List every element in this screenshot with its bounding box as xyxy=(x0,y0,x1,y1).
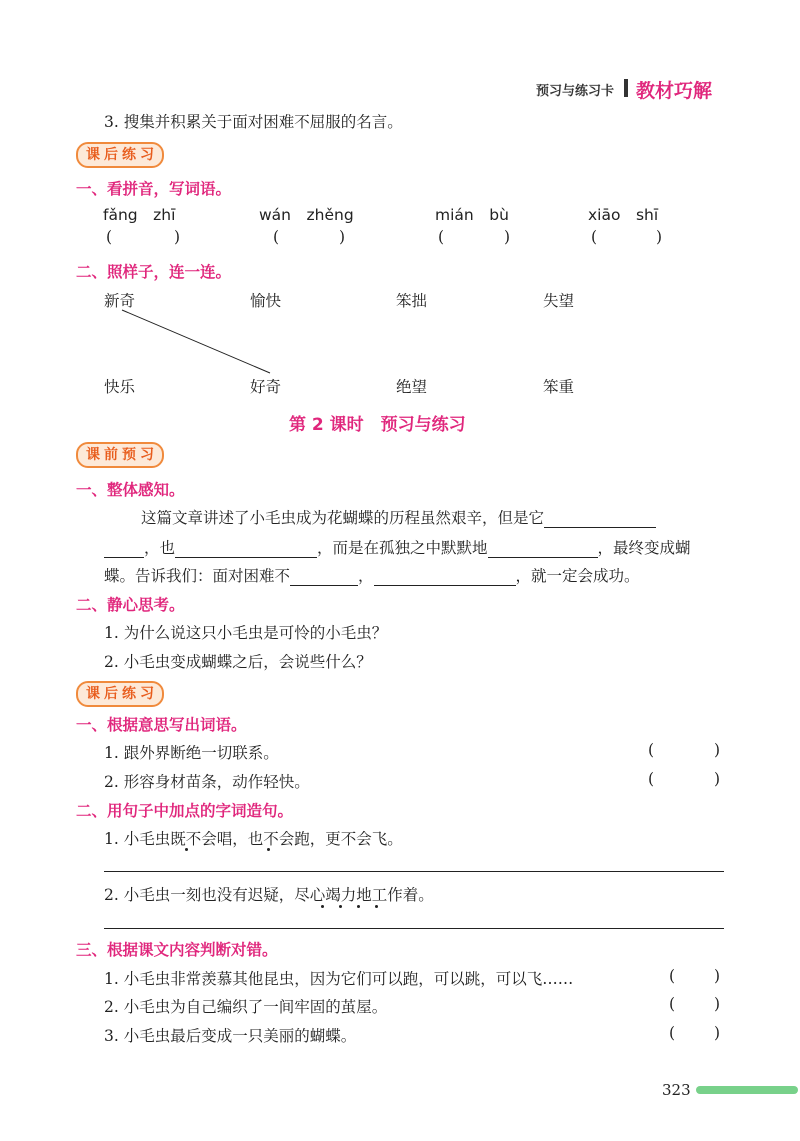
section-title: 一、看拼音，写词语。 xyxy=(76,180,232,198)
answer-paren-open: ( xyxy=(648,741,655,759)
section-title: 一、根据意思写出词语。 xyxy=(76,716,247,734)
para-text: 这篇文章讲述了小毛虫成为花蝴蝶的历程虽然艰辛，但是它 xyxy=(141,509,545,527)
answer-paren-open: ( xyxy=(273,228,280,246)
answer-paren-close: ) xyxy=(714,995,721,1013)
answer-paren-close: ) xyxy=(714,770,721,788)
match-word-top: 愉快 xyxy=(250,292,282,310)
answer-paren-open: ( xyxy=(669,1024,676,1042)
para-line-2 xyxy=(104,536,691,558)
para-text: ，也 xyxy=(144,539,176,557)
emphasis-dot xyxy=(321,905,324,908)
answer-paren-open: ( xyxy=(438,228,445,246)
para-text: ， xyxy=(358,567,374,585)
pinyin-3: mián bù xyxy=(435,206,509,224)
match-word-bottom: 笨重 xyxy=(543,378,575,396)
section-title: 二、照样子，连一连。 xyxy=(76,263,232,281)
header-left: 预习与练习卡 xyxy=(536,84,615,99)
emphasis-dot xyxy=(185,848,188,851)
top-item: 3. 搜集并积累关于面对困难不屈服的名言。 xyxy=(104,113,403,131)
list-item: 1. 小毛虫非常羡慕其他昆虫，因为它们可以跑，可以跳，可以飞…… xyxy=(104,970,574,988)
fill-blank[interactable] xyxy=(104,539,144,558)
badge-after-class: 课后练习 xyxy=(76,681,164,707)
sentence: 2. 小毛虫一刻也没有迟疑，尽心竭力地工作着。 xyxy=(104,886,434,904)
para-text: 蝶。告诉我们：面对困难不 xyxy=(104,567,291,585)
emphasis-dot xyxy=(267,848,270,851)
badge-before-class: 课前预习 xyxy=(76,442,164,468)
answer-paren-close: ) xyxy=(339,228,346,246)
match-word-top: 新奇 xyxy=(104,292,136,310)
answer-paren-open: ( xyxy=(669,967,676,985)
para-line-1 xyxy=(141,506,656,528)
pinyin-2: wán zhěng xyxy=(259,206,354,224)
question: 2. 小毛虫变成蝴蝶之后，会说些什么？ xyxy=(104,653,372,671)
page-number: 323 xyxy=(662,1081,691,1099)
answer-paren-open: ( xyxy=(648,770,655,788)
answer-paren-close: ) xyxy=(656,228,663,246)
question: 1. 为什么说这只小毛虫是可怜的小毛虫？ xyxy=(104,624,388,642)
fill-blank[interactable] xyxy=(374,567,516,586)
answer-line[interactable] xyxy=(104,928,724,929)
para-text: ，就一定会成功。 xyxy=(515,567,640,585)
section-title: 一、整体感知。 xyxy=(76,481,185,499)
answer-line[interactable] xyxy=(104,871,724,872)
section-title: 二、静心思考。 xyxy=(76,596,185,614)
emphasis-dot xyxy=(375,905,378,908)
answer-paren-open: ( xyxy=(669,995,676,1013)
answer-paren-close: ) xyxy=(504,228,511,246)
answer-paren-close: ) xyxy=(714,1024,721,1042)
match-word-top: 失望 xyxy=(543,292,575,310)
section-title: 二、用句子中加点的字词造句。 xyxy=(76,802,294,820)
pinyin-4: xiāo shī xyxy=(588,206,659,224)
match-word-bottom: 绝望 xyxy=(396,378,428,396)
match-word-bottom: 好奇 xyxy=(250,378,282,396)
fill-blank[interactable] xyxy=(544,509,656,528)
para-text: ，而是在孤独之中默默地 xyxy=(317,539,488,557)
fill-blank[interactable] xyxy=(488,539,598,558)
fill-blank[interactable] xyxy=(290,567,358,586)
sentence: 1. 小毛虫既不会唱，也不会跑，更不会飞。 xyxy=(104,830,403,848)
list-item: 1. 跟外界断绝一切联系。 xyxy=(104,744,279,762)
list-item: 2. 形容身材苗条，动作轻快。 xyxy=(104,773,310,791)
answer-paren-close: ) xyxy=(714,967,721,985)
header-right: 教材巧解 xyxy=(636,80,713,102)
emphasis-dot xyxy=(339,905,342,908)
page-bar xyxy=(696,1086,798,1094)
list-item: 2. 小毛虫为自己编织了一间牢固的茧屋。 xyxy=(104,998,388,1016)
badge-after-class: 课后练习 xyxy=(76,142,164,168)
fill-blank[interactable] xyxy=(175,539,317,558)
para-text: ，最终变成蝴 xyxy=(597,539,691,557)
answer-paren-open: ( xyxy=(591,228,598,246)
list-item: 3. 小毛虫最后变成一只美丽的蝴蝶。 xyxy=(104,1027,357,1045)
section-title: 三、根据课文内容判断对错。 xyxy=(76,941,278,959)
pinyin-1: fǎng zhī xyxy=(103,206,176,224)
emphasis-dot xyxy=(357,905,360,908)
match-word-top: 笨拙 xyxy=(396,292,428,310)
answer-paren-close: ) xyxy=(714,741,721,759)
match-word-bottom: 快乐 xyxy=(104,378,136,396)
para-line-3 xyxy=(104,564,640,586)
answer-paren-close: ) xyxy=(174,228,181,246)
lesson-title: 第 2 课时 预习与练习 xyxy=(289,415,466,435)
answer-paren-open: ( xyxy=(106,228,113,246)
